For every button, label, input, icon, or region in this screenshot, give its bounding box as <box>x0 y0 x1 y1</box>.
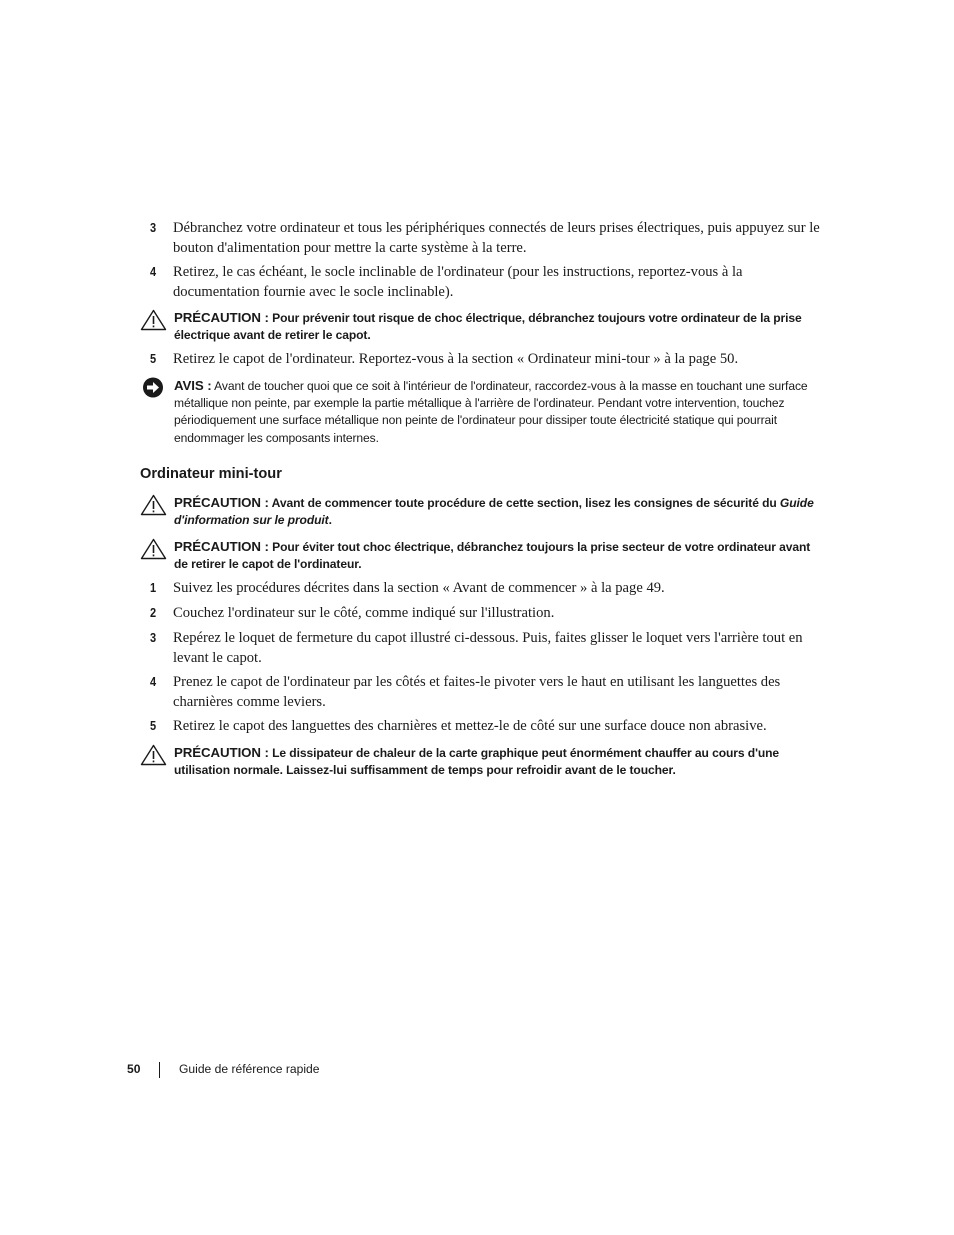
step-text: Repérez le loquet de fermeture du capot illustré ci-dessous. Puis, faites glisser le loquet vers l'arrière tout en levant le capot. <box>173 630 803 666</box>
step-number: 2 <box>150 606 157 620</box>
caution-text: Pour éviter tout choc électrique, débranchez toujours la prise secteur de votre ordinateur avant de retirer le capot de l'ordinateur. <box>174 540 811 572</box>
footer-title: Guide de référence rapide <box>179 1062 320 1076</box>
list-item <box>150 263 820 302</box>
caution-label: PRÉCAUTION : <box>174 310 269 325</box>
caution-note <box>140 744 815 779</box>
step-number: 5 <box>150 719 157 733</box>
step-number: 4 <box>150 675 157 689</box>
caution-text: Le dissipateur de chaleur de la carte graphique peut énormément chauffer au cours d'une utilisation normale. Laissez-lui suffisamment de temps pour refroidir avant de le toucher. <box>174 746 780 778</box>
caution-note <box>140 538 815 573</box>
caution-label: PRÉCAUTION : <box>174 745 269 760</box>
warning-triangle-icon <box>140 494 167 516</box>
caution-label: PRÉCAUTION : <box>174 539 269 554</box>
list-item <box>150 219 820 258</box>
notice-arrow-icon <box>140 377 167 399</box>
notice-label: AVIS : <box>174 378 212 393</box>
list-item <box>150 579 820 599</box>
list-item <box>150 350 820 370</box>
caution-text: Avant de commencer toute procédure de cette section, lisez les consignes de sécurité du <box>271 496 777 510</box>
caution-tail: . <box>328 513 332 528</box>
step-text: Retirez, le cas échéant, le socle inclinable de l'ordinateur (pour les instructions, reportez-vous à la documentation fournie avec le socle inclinable). <box>173 264 743 300</box>
warning-triangle-icon <box>140 538 167 560</box>
step-number: 1 <box>150 581 157 595</box>
caution-emphasis: Guide d'information sur le produit <box>174 496 814 528</box>
caution-text: Pour prévenir tout risque de choc électrique, débranchez toujours votre ordinateur de la prise électrique avant de retirer le capot. <box>174 311 802 343</box>
step-text: Prenez le capot de l'ordinateur par les côtés et faites-le pivoter vers le haut en utilisant les languettes des charnières comme leviers. <box>173 674 781 710</box>
caution-note <box>140 309 815 344</box>
step-number: 3 <box>150 221 157 235</box>
list-item <box>150 717 820 737</box>
step-text: Suivez les procédures décrites dans la section « Avant de commencer » à la page 49. <box>173 580 665 596</box>
warning-triangle-icon <box>140 744 167 766</box>
page-number: 50 <box>127 1062 141 1076</box>
step-number: 3 <box>150 631 157 645</box>
step-text: Retirez le capot de l'ordinateur. Reportez-vous à la section « Ordinateur mini-tour » à la page 50. <box>173 351 739 367</box>
step-text: Retirez le capot des languettes des charnières et mettez-le de côté sur une surface douce non abrasive. <box>173 718 767 734</box>
list-item <box>150 673 820 712</box>
section-heading: Ordinateur mini-tour <box>140 466 282 482</box>
caution-label: PRÉCAUTION : <box>174 495 269 510</box>
caution-note <box>140 494 815 529</box>
step-text: Débranchez votre ordinateur et tous les périphériques connectés de leurs prises électriques, puis appuyez sur le bouton d'alimentation pour mettre la carte système à la terre. <box>173 220 820 256</box>
step-text: Couchez l'ordinateur sur le côté, comme indiqué sur l'illustration. <box>173 605 555 621</box>
warning-triangle-icon <box>140 309 167 331</box>
step-number: 4 <box>150 265 157 279</box>
list-item <box>150 604 820 624</box>
notice-text: Avant de toucher quoi que ce soit à l'intérieur de l'ordinateur, raccordez-vous à la masse en touchant une surface métallique non peinte, par exemple la partie métallique à l'arrière de l'ordinateur. Pendant votre intervention, touchez périodiquement une surface métallique non peinte de l'ordinateur pour dissiper toute électricité statique qui pourrait endommager les composants internes. <box>174 379 808 445</box>
footer-divider <box>159 1062 160 1078</box>
step-number: 5 <box>150 352 157 366</box>
list-item <box>150 629 820 668</box>
notice-note <box>140 377 815 447</box>
